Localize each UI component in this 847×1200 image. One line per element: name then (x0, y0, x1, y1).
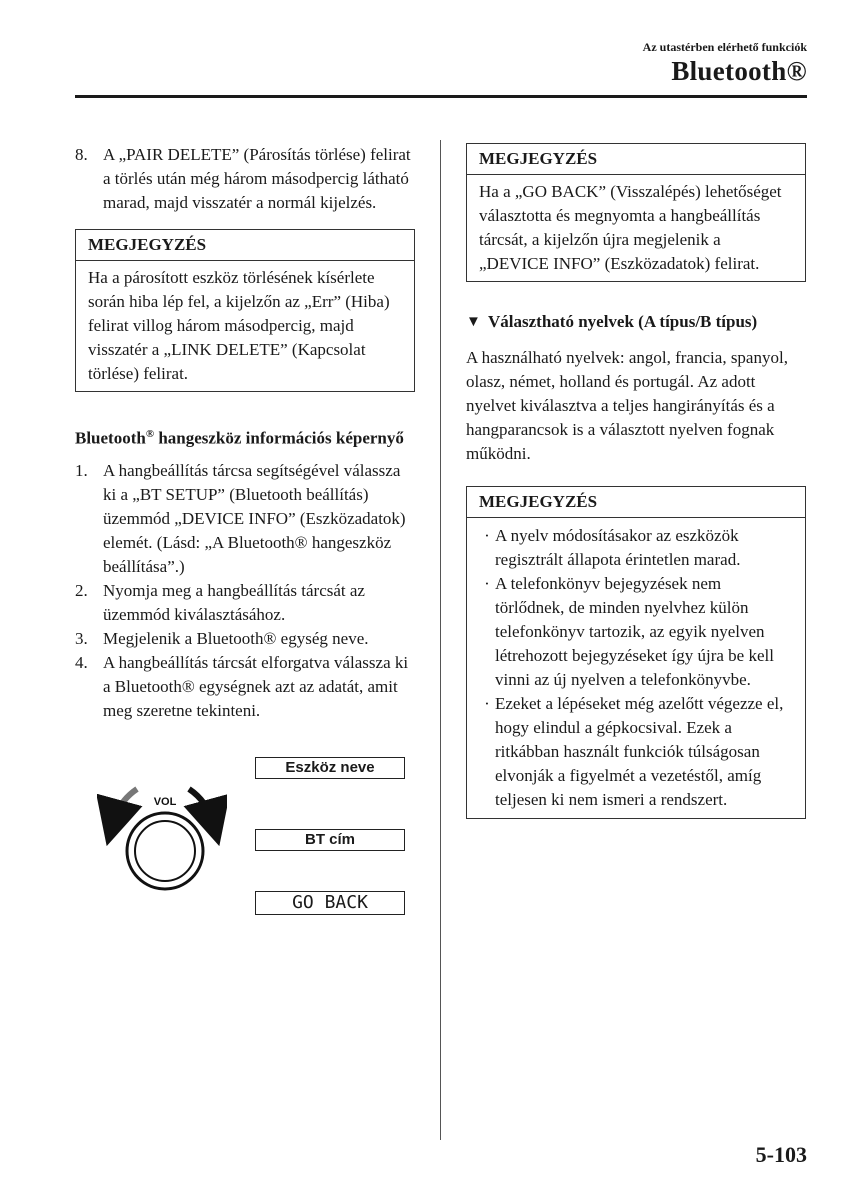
right-column (466, 143, 806, 819)
note-box-go-back (466, 143, 806, 282)
section-subheading (75, 422, 415, 451)
knob-label: VOL (153, 795, 177, 808)
note-heading: MEGJEGYZÉS (467, 487, 805, 518)
step-number: 2. (75, 580, 88, 600)
left-column (75, 143, 415, 963)
display-device-name: Eszköz neve (255, 757, 405, 779)
languages-heading-text: Választható nyelvek (A típus/B típus) (488, 312, 758, 331)
bullet-text: A nyelv módosításakor az eszközök regisztrált állapota érintetlen marad. (495, 526, 741, 569)
list-item (75, 459, 415, 579)
step-number: 4. (75, 652, 88, 672)
step-text: Nyomja meg a hangbeállítás tárcsát az üzemmód kiválasztásához. (103, 580, 365, 624)
step-number: 8. (75, 145, 88, 164)
rotate-right-arrow-icon (189, 789, 213, 823)
subheading-part1: Bluetooth (75, 428, 146, 448)
header-rule (75, 95, 807, 98)
list-item (75, 627, 415, 651)
languages-heading (466, 310, 806, 334)
section-label: Az utastérben elérhető funkciók (642, 40, 807, 54)
page-number: 5-103 (755, 1142, 807, 1167)
bullet-dot: · (484, 574, 490, 593)
triangle-marker-icon: ▼ (466, 314, 481, 330)
step-text: A hangbeállítás tárcsa segítségével válassza ki a „BT SETUP” (Bluetooth beállítás) üzemmód „DEVICE INFO” (Eszközadatok) elemét. (Lásd: „A Bluetooth® hangeszköz beállítása”.) (103, 460, 406, 576)
note-body: Ha a párosított eszköz törlésének kísérlete során hiba lép fel, a kijelzőn az „Err” (Hiba) felirat villog három másodpercig, majd visszatér a „LINK DELETE” (Kapcsolat törlése) felirat. (88, 268, 390, 383)
list-item (75, 651, 415, 723)
note-body: Ha a „GO BACK” (Visszalépés) lehetőséget választotta és megnyomta a hangbeállítás tárcsát, a kijelzőn újra megjelenik a „DEVICE INFO” (Eszközadatok) felirat. (479, 182, 782, 273)
device-info-figure (75, 743, 415, 963)
note-bullet-list (467, 518, 805, 818)
list-item (75, 579, 415, 627)
step-text: Megjelenik a Bluetooth® egység neve. (103, 628, 369, 648)
list-item (479, 692, 793, 812)
display-bt-address: BT cím (255, 829, 405, 851)
rotate-left-arrow-icon (113, 789, 137, 823)
languages-body: A használható nyelvek: angol, francia, spanyol, olasz, német, holland és portugál. Az adott nyelvet kiválasztva a teljes hangirányítás és a hangparancsok is a választott nyelven fognak működni. (466, 348, 788, 463)
registered-mark: ® (145, 428, 155, 440)
column-divider (440, 140, 441, 1140)
note-box-languages (466, 486, 806, 819)
bullet-dot: · (484, 694, 490, 713)
step-8 (75, 143, 415, 215)
list-item (479, 524, 793, 572)
subheading-part2: hangeszköz információs képernyő (154, 428, 404, 448)
volume-knob-icon (97, 767, 227, 907)
chapter-title: Bluetooth® (671, 56, 807, 86)
note-heading: MEGJEGYZÉS (76, 230, 414, 261)
note-heading: MEGJEGYZÉS (467, 144, 805, 175)
list-item (479, 572, 793, 692)
step-number: 1. (75, 460, 88, 480)
note-box-pair-error (75, 229, 415, 392)
bullet-text: Ezeket a lépéseket még azelőtt végezze el, hogy elindul a gépkocsival. Ezek a ritkábban használt funkciók túlságosan elvonják a figyelmét a vezetéstől, amíg teljesen ki nem ismeri a rendszert. (495, 694, 784, 809)
bullet-dot: · (484, 526, 490, 545)
step-number: 3. (75, 628, 88, 648)
display-go-back: GO BACK (255, 891, 405, 915)
step-list (75, 459, 415, 723)
step-text: A hangbeállítás tárcsát elforgatva válassza ki a Bluetooth® egységnek azt az adatát, amit meg szeretne tekinteni. (103, 652, 409, 720)
bullet-text: A telefonkönyv bejegyzések nem törlődnek, de minden nyelvhez külön telefonkönyv tartozik, az egyik nyelven létrehozott bejegyzéseket így újra be kell vinni az új nyelven a telefonkönyvbe. (495, 574, 774, 689)
step-text: A „PAIR DELETE” (Párosítás törlése) felirat a törlés után még három másodpercig látható marad, majd visszatér a normál kijelzés. (103, 145, 411, 212)
